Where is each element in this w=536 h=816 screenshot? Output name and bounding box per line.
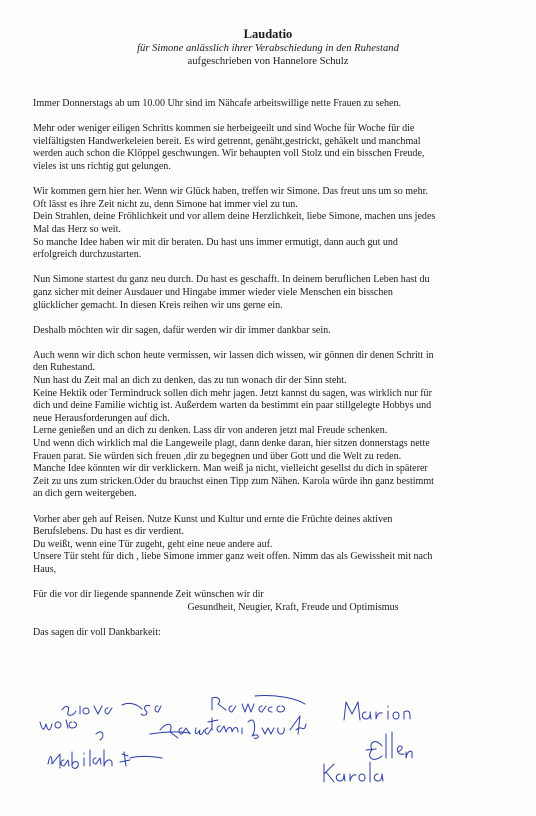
text-line: Dein Strahlen, deine Fröhlichkeit und vor allem deine Herzlichkeit, liebe Simone, machen uns jedes <box>33 211 436 223</box>
signature-area <box>0 690 536 816</box>
closing-line: Das sagen dir voll Dankbarkeit: <box>33 626 161 638</box>
text-line: ganz sicher mit deiner Ausdauer und Hingabe immer wieder viele Menschen ein bisschen <box>33 286 393 298</box>
text-line: Oft lässt es ihre Zeit nicht zu, denn Simone hat immer viel zu tun. <box>33 198 298 210</box>
text-line: Und wenn dich wirklich mal die Langeweile plagt, dann denke daran, hier sitzen donnerstags nette <box>33 438 430 450</box>
paragraph <box>33 350 523 501</box>
text-line: Nun Simone startest du ganz neu durch. Du hast es geschafft. In deinem beruflichen Leben hast du <box>33 274 430 286</box>
document-byline: aufgeschrieben von Hannelore Schulz <box>187 56 349 67</box>
document-header <box>0 27 536 68</box>
text-line: Manche Idee könnten wir dir verklickern. Man weiß ja nicht, vielleicht gesellst du dich in späterer <box>33 463 428 475</box>
document-title: Laudatio <box>243 27 293 41</box>
paragraph <box>33 325 523 338</box>
text-line: Nun hast du Zeit mal an dich zu denken, das zu tun wonach dir der Sinn steht. <box>33 375 347 387</box>
text-line: glücklicher gemacht. In diesen Kreis reihen wir uns gerne ein. <box>33 299 283 311</box>
text-line: vielfältigsten Handwerkeleien bereit. Es wird getrennt, genäht,gestrickt, gehäkelt und manchmal <box>33 135 421 147</box>
text-line: Lerne genießen und an dich zu denken. Lass dir von anderen jetzt mal Freude schenken. <box>33 425 388 437</box>
text-line: werden auch schon die Klöppel geschwungen. Wir behaupten voll Stolz und ein bisschen Freude, <box>33 148 425 160</box>
text-line: Deshalb möchten wir dir sagen, dafür werden wir dir immer dankbar sein. <box>33 324 331 336</box>
text-line: Haus, <box>33 563 57 575</box>
text-line: dich und deine Familie wichtig ist. Außerdem warten da bestimmt ein paar stillgelegte Hobbys und <box>33 400 432 412</box>
text-line: Keine Hektik oder Termindruck sollen dich mehr jagen. Jetzt kannst du sagen, was wirklich nur für <box>33 387 432 399</box>
text-line: Unsere Tür steht für dich , liebe Simone immer ganz weit offen. Nimm das als Gewissheit mit nach <box>33 551 433 563</box>
wishes-intro: Für die vor dir liegende spannende Zeit wünschen wir dir <box>33 589 264 601</box>
paragraph-list <box>33 98 523 577</box>
text-line: an dich gern weitergeben. <box>33 488 137 500</box>
text-line: Zeit zu uns zum stricken.Oder du brauchst einen Tipp zum Nähen. Karola würde ihn ganz bestimmt <box>33 475 434 487</box>
paragraph <box>33 186 523 262</box>
text-line: erfolgreich durchzustarten. <box>33 249 142 261</box>
wishes-block <box>33 589 523 614</box>
text-line: So manche Idee haben wir mit dir beraten. Du hast uns immer ermutigt, dann auch gut und <box>33 236 398 248</box>
handwritten-signatures <box>0 690 536 816</box>
text-line: den Ruhestand. <box>33 362 95 374</box>
text-line: Mehr oder weniger eiligen Schritts kommen sie herbeigeeilt und sind Woche für Woche für die <box>33 123 415 135</box>
text-line: Berufslebens. Du hast es dir verdient. <box>33 526 184 538</box>
text-line: Auch wenn wir dich schon heute vermissen, wir lassen dich wissen, wir gönnen dir denen Schritt in <box>33 349 434 361</box>
text-line: vieles ist uns richtig gut gelungen. <box>33 160 171 172</box>
text-line: Wir kommen gern hier her. Wenn wir Glück haben, treffen wir Simone. Das freut uns um so mehr. <box>33 186 428 198</box>
paragraph <box>33 274 523 312</box>
text-line: Immer Donnerstags ab um 10.00 Uhr sind im Nähcafe arbeitswillige nette Frauen zu sehen. <box>33 98 402 109</box>
paragraph <box>33 514 523 577</box>
text-line: Vorher aber geh auf Reisen. Nutze Kunst und Kultur und ernte die Früchte deines aktiven <box>33 513 393 525</box>
text-line: Du weißt, wenn eine Tür zugeht, geht eine neue andere auf. <box>33 538 273 550</box>
wishes-items: Gesundheit, Neugier, Kraft, Freude und Optimismus <box>187 601 399 613</box>
document-subtitle: für Simone anlässlich ihrer Verabschiedung in den Ruhestand <box>137 43 399 54</box>
text-line: Mal das Herz so weit. <box>33 223 121 235</box>
document-body <box>33 98 523 640</box>
paragraph <box>33 123 523 173</box>
text-line: neue Herausforderungen auf dich. <box>33 412 170 424</box>
text-line: Frauen parat. Sie würden sich freuen ,dir zu begegnen und über Gott und die Welt zu reden. <box>33 450 402 462</box>
paragraph <box>33 98 523 111</box>
